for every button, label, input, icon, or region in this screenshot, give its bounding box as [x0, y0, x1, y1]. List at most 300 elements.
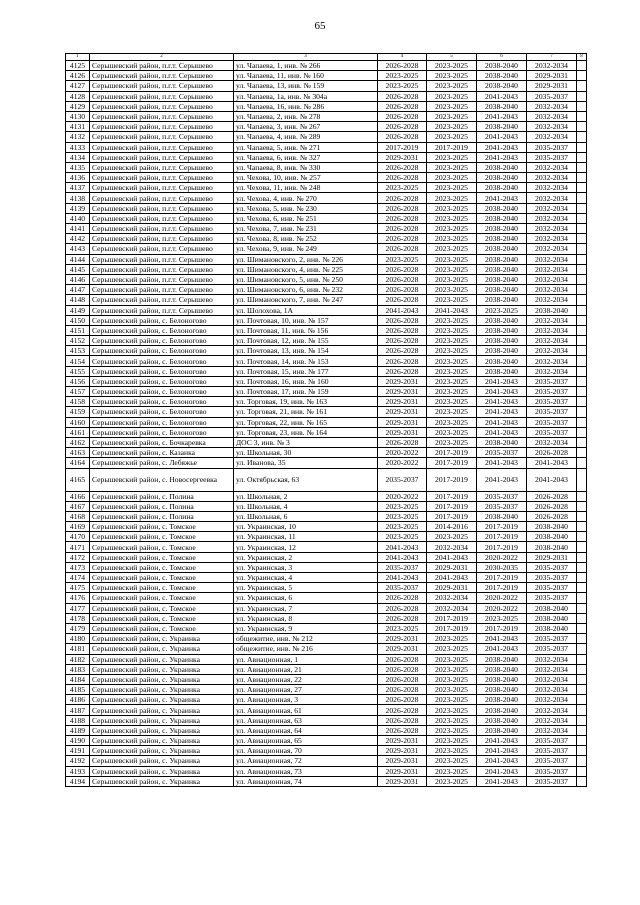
address-cell: ул. Чапаева, 4, инв. № 289 — [234, 132, 378, 142]
table-row — [66, 213, 587, 223]
period-cell: 2026-2028 — [378, 715, 427, 725]
period-cell: 2026-2028 — [378, 203, 427, 213]
period-cell: 2041-2043 — [477, 746, 527, 756]
district-cell: Серышевский район, п.г.т. Серышево — [90, 183, 234, 193]
address-cell: ул. Авиационная, 27 — [234, 685, 378, 695]
period-cell: 2017-2019 — [427, 491, 477, 501]
row-number-cell: 4170 — [66, 532, 90, 542]
district-cell: Серышевский район, с. Томское — [90, 522, 234, 532]
period-cell: 2032-2034 — [527, 664, 577, 674]
district-cell: Серышевский район, п.г.т. Серышево — [90, 305, 234, 315]
period-cell: 2026-2028 — [378, 315, 427, 325]
period-cell: 2020-2022 — [477, 593, 527, 603]
district-cell: Серышевский район, п.г.т. Серышево — [90, 61, 234, 71]
period-cell: 2032-2034 — [527, 264, 577, 274]
period-cell: 2023-2025 — [427, 746, 477, 756]
table-row — [66, 776, 587, 786]
column-number: 1 — [66, 54, 90, 61]
period-cell: 2038-2040 — [527, 305, 577, 315]
period-cell: 2023-2025 — [427, 132, 477, 142]
table-row — [66, 173, 587, 183]
address-cell: ул. Авиационная, 74 — [234, 776, 378, 786]
period-cell: 2032-2034 — [527, 213, 577, 223]
period-cell: 2041-2043 — [477, 111, 527, 121]
empty-cell — [577, 532, 587, 542]
period-cell: 2032-2034 — [527, 173, 577, 183]
empty-cell — [577, 603, 587, 613]
period-cell: 2038-2040 — [477, 654, 527, 664]
period-cell: 2038-2040 — [477, 274, 527, 284]
period-cell: 2035-2037 — [527, 142, 577, 152]
address-cell: ул. Шимановского, 4, инв. № 225 — [234, 264, 378, 274]
row-number-cell: 4152 — [66, 336, 90, 346]
address-cell: ул. Почтовая, 11, инв. № 156 — [234, 325, 378, 335]
address-cell: общежитие, инв. № 216 — [234, 644, 378, 654]
district-cell: Серышевский район, с. Украинка — [90, 725, 234, 735]
period-cell: 2038-2040 — [477, 203, 527, 213]
row-number-cell: 4172 — [66, 552, 90, 562]
period-cell: 2017-2019 — [427, 511, 477, 521]
period-cell: 2029-2031 — [378, 376, 427, 386]
period-cell: 2023-2025 — [427, 427, 477, 437]
period-cell: 2029-2031 — [427, 583, 477, 593]
empty-cell — [577, 468, 587, 491]
address-cell: ул. Украинская, 3 — [234, 562, 378, 572]
district-cell: Серышевский район, с. Томское — [90, 562, 234, 572]
period-cell: 2041-2043 — [378, 552, 427, 562]
period-cell: 2023-2025 — [427, 101, 477, 111]
period-cell: 2017-2019 — [477, 583, 527, 593]
period-cell: 2026-2028 — [378, 674, 427, 684]
row-number-cell: 4125 — [66, 61, 90, 71]
period-cell: 2038-2040 — [477, 71, 527, 81]
period-cell: 2026-2028 — [527, 511, 577, 521]
address-cell: ул. Октябрьская, 63 — [234, 468, 378, 491]
period-cell: 2032-2034 — [527, 366, 577, 376]
period-cell: 2038-2040 — [477, 356, 527, 366]
table-row — [66, 346, 587, 356]
table-row — [66, 111, 587, 121]
table-row — [66, 695, 587, 705]
period-cell: 2041-2043 — [477, 756, 527, 766]
period-cell: 2023-2025 — [378, 522, 427, 532]
period-cell: 2023-2025 — [378, 183, 427, 193]
empty-cell — [577, 417, 587, 427]
district-cell: Серышевский район, с. Украинка — [90, 674, 234, 684]
table-row — [66, 224, 587, 234]
period-cell: 2023-2025 — [427, 736, 477, 746]
period-cell: 2032-2034 — [427, 593, 477, 603]
table-row — [66, 685, 587, 695]
address-cell: ул. Чапаева, 3, инв. № 267 — [234, 122, 378, 132]
period-cell: 2038-2040 — [527, 542, 577, 552]
period-cell: 2026-2028 — [527, 448, 577, 458]
period-cell: 2041-2043 — [427, 552, 477, 562]
table-row — [66, 766, 587, 776]
row-number-cell: 4164 — [66, 458, 90, 468]
empty-cell — [577, 61, 587, 71]
row-number-cell: 4135 — [66, 162, 90, 172]
address-cell: ул. Авиационная, 21 — [234, 664, 378, 674]
period-cell: 2023-2025 — [427, 437, 477, 447]
district-cell: Серышевский район, с. Белоногово — [90, 376, 234, 386]
period-cell: 2026-2028 — [378, 705, 427, 715]
empty-cell — [577, 448, 587, 458]
empty-cell — [577, 305, 587, 315]
district-cell: Серышевский район, с. Белоногово — [90, 325, 234, 335]
period-cell: 2023-2025 — [427, 532, 477, 542]
period-cell: 2026-2028 — [378, 101, 427, 111]
period-cell: 2023-2025 — [427, 356, 477, 366]
address-cell: ул. Украинская, 12 — [234, 542, 378, 552]
period-cell: 2020-2022 — [378, 458, 427, 468]
period-cell: 2032-2034 — [527, 254, 577, 264]
period-cell: 2032-2034 — [527, 101, 577, 111]
district-cell: Серышевский район, с. Казанка — [90, 448, 234, 458]
period-cell: 2041-2043 — [477, 142, 527, 152]
empty-cell — [577, 705, 587, 715]
empty-cell — [577, 644, 587, 654]
period-cell: 2038-2040 — [477, 234, 527, 244]
period-cell: 2017-2019 — [427, 501, 477, 511]
row-number-cell: 4169 — [66, 522, 90, 532]
period-cell: 2035-2037 — [527, 583, 577, 593]
table-row — [66, 603, 587, 613]
period-cell: 2032-2034 — [527, 122, 577, 132]
empty-cell — [577, 437, 587, 447]
table-row — [66, 437, 587, 447]
empty-cell — [577, 562, 587, 572]
row-number-cell: 4143 — [66, 244, 90, 254]
period-cell: 2026-2028 — [378, 285, 427, 295]
empty-cell — [577, 91, 587, 101]
district-cell: Серышевский район, с. Белоногово — [90, 387, 234, 397]
period-cell: 2041-2043 — [477, 407, 527, 417]
period-cell: 2032-2034 — [527, 725, 577, 735]
empty-cell — [577, 776, 587, 786]
row-number-cell: 4150 — [66, 315, 90, 325]
period-cell: 2032-2034 — [527, 695, 577, 705]
row-number-cell: 4180 — [66, 634, 90, 644]
period-cell: 2026-2028 — [378, 654, 427, 664]
empty-cell — [577, 685, 587, 695]
period-cell: 2026-2028 — [378, 274, 427, 284]
table-row — [66, 756, 587, 766]
address-cell: ул. Школьная, 30 — [234, 448, 378, 458]
period-cell: 2041-2043 — [378, 573, 427, 583]
row-number-cell: 4130 — [66, 111, 90, 121]
row-number-cell: 4168 — [66, 511, 90, 521]
district-cell: Серышевский район, с. Томское — [90, 542, 234, 552]
period-cell: 2017-2019 — [427, 458, 477, 468]
period-cell: 2038-2040 — [477, 315, 527, 325]
period-cell: 2032-2034 — [527, 705, 577, 715]
period-cell: 2029-2031 — [378, 387, 427, 397]
period-cell: 2038-2040 — [527, 532, 577, 542]
period-cell: 2029-2031 — [378, 634, 427, 644]
period-cell: 2035-2037 — [527, 736, 577, 746]
period-cell: 2038-2040 — [477, 81, 527, 91]
period-cell: 2041-2043 — [477, 736, 527, 746]
address-cell: ул. Авиационная, 3 — [234, 695, 378, 705]
period-cell: 2038-2040 — [477, 61, 527, 71]
row-number-cell: 4134 — [66, 152, 90, 162]
district-cell: Серышевский район, с. Украинка — [90, 654, 234, 664]
row-number-cell: 4133 — [66, 142, 90, 152]
period-cell: 2035-2037 — [477, 448, 527, 458]
column-number: 6 — [477, 54, 527, 61]
period-cell: 2029-2031 — [378, 756, 427, 766]
period-cell: 2026-2028 — [378, 61, 427, 71]
address-cell: ул. Торговая, 23, инв. № 164 — [234, 427, 378, 437]
period-cell: 2035-2037 — [378, 583, 427, 593]
period-cell: 2026-2028 — [378, 685, 427, 695]
period-cell: 2017-2019 — [477, 532, 527, 542]
table-row — [66, 705, 587, 715]
address-cell: ул. Чапаева, 5, инв. № 271 — [234, 142, 378, 152]
period-cell: 2038-2040 — [477, 101, 527, 111]
period-cell: 2041-2043 — [477, 91, 527, 101]
period-cell: 2023-2025 — [427, 336, 477, 346]
period-cell: 2023-2025 — [427, 397, 477, 407]
row-number-cell: 4178 — [66, 613, 90, 623]
period-cell: 2017-2019 — [427, 623, 477, 633]
row-number-cell: 4187 — [66, 705, 90, 715]
empty-cell — [577, 654, 587, 664]
period-cell: 2026-2028 — [378, 603, 427, 613]
row-number-cell: 4159 — [66, 407, 90, 417]
empty-cell — [577, 183, 587, 193]
empty-cell — [577, 295, 587, 305]
period-cell: 2041-2043 — [477, 458, 527, 468]
table-row — [66, 458, 587, 468]
row-number-cell: 4127 — [66, 81, 90, 91]
period-cell: 2035-2037 — [527, 417, 577, 427]
table-row — [66, 162, 587, 172]
period-cell: 2017-2019 — [477, 522, 527, 532]
period-cell: 2038-2040 — [477, 695, 527, 705]
district-cell: Серышевский район, с. Украинка — [90, 685, 234, 695]
period-cell: 2026-2028 — [378, 346, 427, 356]
empty-cell — [577, 81, 587, 91]
period-cell: 2023-2025 — [427, 705, 477, 715]
address-cell: ул. Украинская, 4 — [234, 573, 378, 583]
district-cell: Серышевский район, с. Украинка — [90, 736, 234, 746]
period-cell: 2038-2040 — [477, 173, 527, 183]
empty-cell — [577, 623, 587, 633]
address-cell: ул. Авиационная, 63 — [234, 715, 378, 725]
period-cell: 2041-2043 — [477, 766, 527, 776]
table-row — [66, 562, 587, 572]
period-cell: 2026-2028 — [378, 356, 427, 366]
period-cell: 2041-2043 — [477, 387, 527, 397]
period-cell: 2023-2025 — [427, 295, 477, 305]
empty-cell — [577, 203, 587, 213]
period-cell: 2032-2034 — [527, 234, 577, 244]
table-row — [66, 132, 587, 142]
period-cell: 2041-2043 — [477, 634, 527, 644]
district-cell: Серышевский район, п.г.т. Серышево — [90, 224, 234, 234]
row-number-cell: 4171 — [66, 542, 90, 552]
period-cell: 2023-2025 — [427, 111, 477, 121]
period-cell: 2029-2031 — [378, 427, 427, 437]
address-cell: ул. Украинская, 8 — [234, 613, 378, 623]
period-cell: 2029-2031 — [378, 776, 427, 786]
period-cell: 2023-2025 — [427, 756, 477, 766]
period-cell: 2038-2040 — [477, 437, 527, 447]
period-cell: 2038-2040 — [477, 366, 527, 376]
address-cell: ул. Торговая, 19, инв. № 163 — [234, 397, 378, 407]
district-cell: Серышевский район, п.г.т. Серышево — [90, 91, 234, 101]
row-number-cell: 4176 — [66, 593, 90, 603]
district-cell: Серышевский район, с. Украинка — [90, 766, 234, 776]
period-cell: 2035-2037 — [527, 91, 577, 101]
period-cell: 2035-2037 — [527, 593, 577, 603]
empty-cell — [577, 101, 587, 111]
empty-cell — [577, 756, 587, 766]
period-cell: 2026-2028 — [378, 725, 427, 735]
table-row — [66, 305, 587, 315]
table-row — [66, 325, 587, 335]
empty-cell — [577, 458, 587, 468]
period-cell: 2026-2028 — [378, 91, 427, 101]
table-row — [66, 736, 587, 746]
empty-cell — [577, 746, 587, 756]
district-cell: Серышевский район, п.г.т. Серышево — [90, 244, 234, 254]
table-row — [66, 552, 587, 562]
period-cell: 2035-2037 — [378, 562, 427, 572]
row-number-cell: 4136 — [66, 173, 90, 183]
period-cell: 2023-2025 — [427, 634, 477, 644]
address-cell: общежитие, инв. № 212 — [234, 634, 378, 644]
period-cell: 2026-2028 — [378, 111, 427, 121]
district-cell: Серышевский район, с. Томское — [90, 573, 234, 583]
column-number: 2 — [90, 54, 234, 61]
period-cell: 2017-2019 — [378, 142, 427, 152]
row-number-cell: 4141 — [66, 224, 90, 234]
period-cell: 2038-2040 — [477, 325, 527, 335]
district-cell: Серышевский район, п.г.т. Серышево — [90, 142, 234, 152]
district-cell: Серышевский район, п.г.т. Серышево — [90, 193, 234, 203]
period-cell: 2032-2034 — [527, 224, 577, 234]
address-cell: ул. Чехова, 11, инв. № 248 — [234, 183, 378, 193]
period-cell: 2038-2040 — [477, 254, 527, 264]
period-cell: 2035-2037 — [527, 746, 577, 756]
row-number-cell: 4174 — [66, 573, 90, 583]
table-row — [66, 715, 587, 725]
period-cell: 2032-2034 — [527, 715, 577, 725]
table-row — [66, 427, 587, 437]
period-cell: 2026-2028 — [378, 695, 427, 705]
district-cell: Серышевский район, п.г.т. Серышево — [90, 111, 234, 121]
address-cell: ул. Авиационная, 70 — [234, 746, 378, 756]
period-cell: 2041-2043 — [527, 468, 577, 491]
period-cell: 2029-2031 — [527, 71, 577, 81]
period-cell: 2038-2040 — [477, 162, 527, 172]
period-cell: 2023-2025 — [477, 305, 527, 315]
period-cell: 2032-2034 — [527, 674, 577, 684]
empty-cell — [577, 583, 587, 593]
district-cell: Серышевский район, с. Украинка — [90, 715, 234, 725]
period-cell: 2035-2037 — [527, 644, 577, 654]
period-cell: 2023-2025 — [477, 613, 527, 623]
empty-cell — [577, 664, 587, 674]
empty-cell — [577, 111, 587, 121]
address-cell: ул. Почтовая, 13, инв. № 154 — [234, 346, 378, 356]
address-cell: ул. Авиационная, 72 — [234, 756, 378, 766]
column-number: 8 — [577, 54, 587, 61]
period-cell: 2035-2037 — [527, 766, 577, 776]
empty-cell — [577, 132, 587, 142]
period-cell: 2023-2025 — [427, 766, 477, 776]
period-cell: 2026-2028 — [378, 224, 427, 234]
period-cell: 2023-2025 — [427, 654, 477, 664]
period-cell: 2032-2034 — [527, 285, 577, 295]
period-cell: 2032-2034 — [527, 295, 577, 305]
period-cell: 2041-2043 — [477, 376, 527, 386]
table-row — [66, 285, 587, 295]
period-cell: 2023-2025 — [427, 193, 477, 203]
row-number-cell: 4149 — [66, 305, 90, 315]
period-cell: 2023-2025 — [427, 387, 477, 397]
row-number-cell: 4145 — [66, 264, 90, 274]
period-cell: 2023-2025 — [378, 511, 427, 521]
district-cell: Серышевский район, с. Томское — [90, 603, 234, 613]
district-cell: Серышевский район, с. Новосергеевка — [90, 468, 234, 491]
address-cell: ул. Торговая, 22, инв. № 165 — [234, 417, 378, 427]
row-number-cell: 4162 — [66, 437, 90, 447]
period-cell: 2032-2034 — [527, 203, 577, 213]
empty-cell — [577, 695, 587, 705]
row-number-cell: 4192 — [66, 756, 90, 766]
empty-cell — [577, 213, 587, 223]
row-number-cell: 4181 — [66, 644, 90, 654]
row-number-cell: 4155 — [66, 366, 90, 376]
district-cell: Серышевский район, п.г.т. Серышево — [90, 295, 234, 305]
row-number-cell: 4153 — [66, 346, 90, 356]
district-cell: Серышевский район, п.г.т. Серышево — [90, 122, 234, 132]
empty-cell — [577, 285, 587, 295]
table-row — [66, 532, 587, 542]
period-cell: 2023-2025 — [427, 715, 477, 725]
address-cell: ул. Украинская, 5 — [234, 583, 378, 593]
district-cell: Серышевский район, с. Белоногово — [90, 356, 234, 366]
period-cell: 2041-2043 — [378, 542, 427, 552]
address-cell: ул. Чехова, 5, инв. № 230 — [234, 203, 378, 213]
period-cell: 2032-2034 — [527, 315, 577, 325]
period-cell: 2029-2031 — [527, 552, 577, 562]
table-row — [66, 407, 587, 417]
table-row — [66, 274, 587, 284]
empty-cell — [577, 511, 587, 521]
address-cell: ул. Шолохова, 1А — [234, 305, 378, 315]
period-cell: 2030-2035 — [477, 562, 527, 572]
period-cell: 2026-2028 — [378, 162, 427, 172]
period-cell: 2038-2040 — [477, 346, 527, 356]
row-number-cell: 4139 — [66, 203, 90, 213]
period-cell: 2017-2019 — [477, 573, 527, 583]
address-cell: ул. Почтовая, 16, инв. № 160 — [234, 376, 378, 386]
period-cell: 2023-2025 — [427, 244, 477, 254]
address-cell: ул. Авиационная, 65 — [234, 736, 378, 746]
empty-cell — [577, 366, 587, 376]
period-cell: 2023-2025 — [427, 376, 477, 386]
period-cell: 2041-2043 — [477, 132, 527, 142]
period-cell: 2023-2025 — [427, 674, 477, 684]
period-cell: 2026-2028 — [378, 264, 427, 274]
period-cell: 2038-2040 — [477, 685, 527, 695]
period-cell: 2041-2043 — [477, 776, 527, 786]
